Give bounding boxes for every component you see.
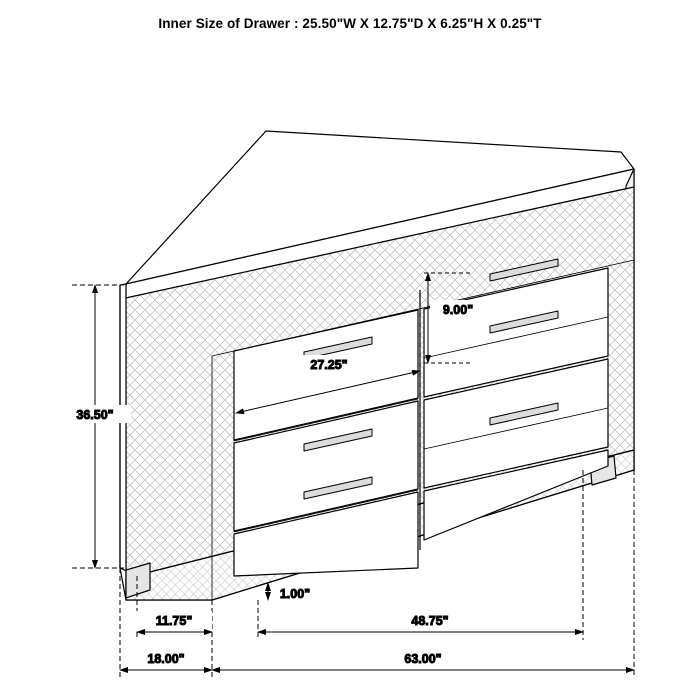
dim-label-drawer-height: 9.00": [442, 303, 474, 317]
dim-label-depth-front: 11.75": [155, 614, 193, 628]
dim-label-depth-overall: 18.00": [147, 652, 185, 666]
dim-label-drawer-width: 27.25": [310, 358, 348, 372]
dim-label-base-height: 1.00": [279, 587, 311, 601]
dim-label-width-overall: 63.00": [404, 652, 442, 666]
dim-label-height: 36.50": [76, 408, 114, 422]
left-side-panel: [120, 284, 126, 600]
dresser-illustration: [120, 131, 634, 600]
dim-label-front-width: 48.75": [411, 614, 449, 628]
page-title: Inner Size of Drawer : 25.50"W X 12.75"D X 6.25"H X 0.25"T: [158, 16, 542, 31]
